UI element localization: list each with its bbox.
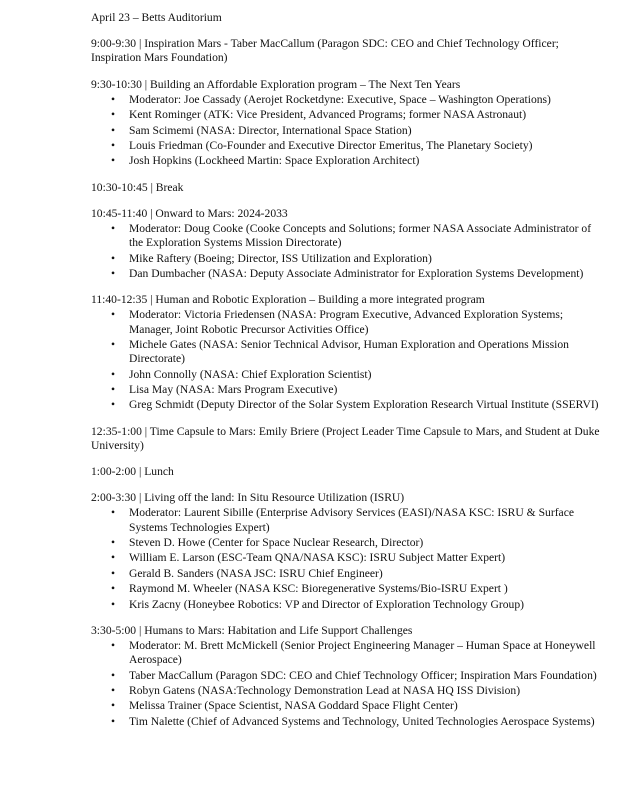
speaker-item: • John Connolly (NASA: Chief Exploration Scientist) xyxy=(91,368,600,382)
speaker-list xyxy=(91,93,600,169)
session-title: 1:00-2:00 | Lunch xyxy=(91,464,174,478)
session-block xyxy=(91,624,600,729)
session-title: 12:35-1:00 | Time Capsule to Mars: Emily Briere (Project Leader Time Capsule to Mars, and Student at Duke University) xyxy=(91,424,600,452)
session-title: 3:30-5:00 | Humans to Mars: Habitation and Life Support Challenges xyxy=(91,623,413,637)
speaker-list xyxy=(91,222,600,281)
session-title: 11:40-12:35 | Human and Robotic Exploration – Building a more integrated program xyxy=(91,293,485,307)
speaker-list xyxy=(91,308,600,412)
session-block xyxy=(91,78,600,169)
session-title: 10:45-11:40 | Onward to Mars: 2024-2033 xyxy=(91,206,288,220)
speaker-list xyxy=(91,639,600,729)
session-block xyxy=(91,37,600,65)
speaker-item: • Kent Rominger (ATK: Vice President, Advanced Programs; former NASA Astronaut) xyxy=(91,108,600,122)
speaker-item: • Moderator: Doug Cooke (Cooke Concepts and Solutions; former NASA Associate Administrator of the Exploration Systems Mission Directorate) xyxy=(91,222,600,250)
speaker-item: • Louis Friedman (Co-Founder and Executive Director Emeritus, The Planetary Society) xyxy=(91,139,600,153)
speaker-item: • Greg Schmidt (Deputy Director of the Solar System Exploration Research Virtual Institute (SSERVI) xyxy=(91,398,600,412)
speaker-item: • Gerald B. Sanders (NASA JSC: ISRU Chief Engineer) xyxy=(91,567,600,581)
session-block xyxy=(91,425,600,453)
session-title: 9:00-9:30 | Inspiration Mars - Taber MacCallum (Paragon SDC: CEO and Chief Technology Officer; Inspiration Mars Foundation) xyxy=(91,37,559,65)
session-title: 2:00-3:30 | Living off the land: In Situ Resource Utilization (ISRU) xyxy=(91,491,405,505)
session-block xyxy=(91,293,600,412)
speaker-item: • Robyn Gatens (NASA:Technology Demonstration Lead at NASA HQ ISS Division) xyxy=(91,684,600,698)
speaker-item: • Moderator: Victoria Friedensen (NASA: Program Executive, Advanced Exploration Systems; Manager, Joint Robotic Precursor Activities Office) xyxy=(91,308,600,336)
speaker-item: • Dan Dumbacher (NASA: Deputy Associate Administrator for Exploration Systems Development) xyxy=(91,267,600,281)
session-block xyxy=(91,181,600,195)
date-venue-heading: April 23 – Betts Auditorium xyxy=(91,11,222,24)
speaker-item: • Sam Scimemi (NASA: Director, International Space Station) xyxy=(91,124,600,138)
speaker-item: • Steven D. Howe (Center for Space Nuclear Research, Director) xyxy=(91,536,600,550)
speaker-item: • Lisa May (NASA: Mars Program Executive) xyxy=(91,383,600,397)
session-block xyxy=(91,491,600,612)
speaker-item: • Moderator: Laurent Sibille (Enterprise Advisory Services (EASI)/NASA KSC: ISRU & Surface Systems Technologies Expert) xyxy=(91,506,600,534)
speaker-item: • Josh Hopkins (Lockheed Martin: Space Exploration Architect) xyxy=(91,154,600,168)
speaker-item: • William E. Larson (ESC-Team QNA/NASA KSC): ISRU Subject Matter Expert) xyxy=(91,551,600,565)
speaker-item: • Taber MacCallum (Paragon SDC: CEO and Chief Technology Officer; Inspiration Mars Foundation) xyxy=(91,669,600,683)
session-title: 9:30-10:30 | Building an Affordable Exploration program – The Next Ten Years xyxy=(91,77,461,91)
session-block xyxy=(91,465,600,479)
speaker-list xyxy=(91,506,600,611)
speaker-item: • Melissa Trainer (Space Scientist, NASA Goddard Space Flight Center) xyxy=(91,699,600,713)
speaker-item: • Michele Gates (NASA: Senior Technical Advisor, Human Exploration and Operations Mission Directorate) xyxy=(91,338,600,366)
speaker-item: • Tim Nalette (Chief of Advanced Systems and Technology, United Technologies Aerospace Systems) xyxy=(91,715,600,729)
speaker-item: • Raymond M. Wheeler (NASA KSC: Bioregenerative Systems/Bio-ISRU Expert ) xyxy=(91,582,600,596)
speaker-item: • Moderator: Joe Cassady (Aerojet Rocketdyne: Executive, Space – Washington Operations) xyxy=(91,93,600,107)
speaker-item: • Moderator: M. Brett McMickell (Senior Project Engineering Manager – Human Space at Honeywell Aerospace) xyxy=(91,639,600,667)
session-block xyxy=(91,207,600,281)
session-list xyxy=(91,37,600,729)
speaker-item: • Mike Raftery (Boeing; Director, ISS Utilization and Exploration) xyxy=(91,252,600,266)
speaker-item: • Kris Zacny (Honeybee Robotics: VP and Director of Exploration Technology Group) xyxy=(91,598,600,612)
session-title: 10:30-10:45 | Break xyxy=(91,180,184,194)
